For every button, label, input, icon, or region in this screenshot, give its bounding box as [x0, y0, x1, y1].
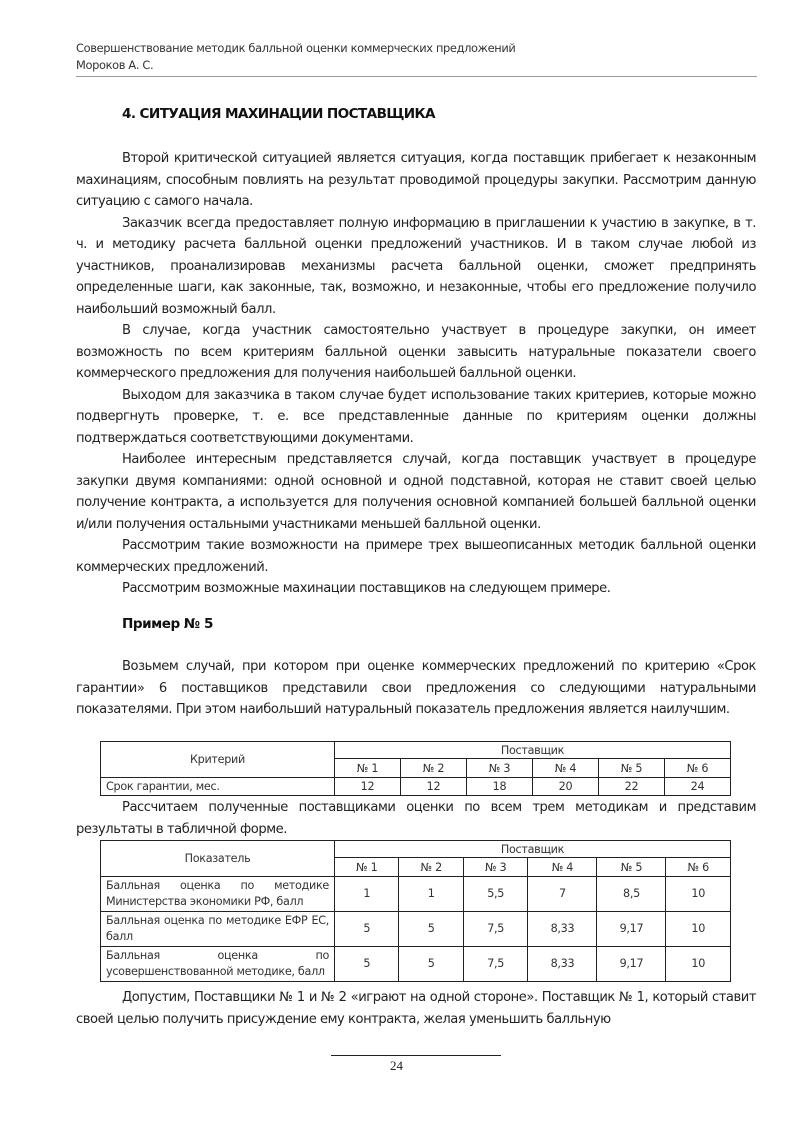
supplier-header: № 6 — [666, 858, 731, 877]
table-row — [101, 912, 731, 947]
supplier-header: № 1 — [335, 858, 399, 877]
cell-value: 8,33 — [528, 912, 597, 947]
supplier-header: № 2 — [399, 858, 463, 877]
cell-value: 9,17 — [597, 947, 666, 982]
supplier-header: № 1 — [335, 759, 401, 778]
paragraph: Второй критической ситуацией является ситуация, когда поставщик прибегает к незаконным махинациям, способным повлиять на результат проводимой процедуры закупки. Рассмотрим данную ситуацию с самого начала. — [76, 151, 756, 209]
cell-value: 7 — [528, 877, 597, 912]
example-title: Пример № 5 — [122, 616, 213, 632]
cell-value: 22 — [599, 778, 665, 796]
supplier-header: № 4 — [533, 759, 599, 778]
cell-value: 10 — [666, 877, 731, 912]
section-title: 4. СИТУАЦИЯ МАХИНАЦИИ ПОСТАВЩИКА — [122, 106, 435, 122]
table-row — [101, 947, 731, 982]
cell-value: 5 — [335, 947, 399, 982]
cell-value: 8,5 — [597, 877, 666, 912]
supplier-header: № 3 — [463, 858, 527, 877]
cell-value: 1 — [335, 877, 399, 912]
cell-value: 9,17 — [597, 912, 666, 947]
running-header — [76, 40, 757, 74]
column-group-header-supplier: Поставщик — [335, 841, 731, 858]
supplier-header: № 4 — [528, 858, 597, 877]
cell-value: 24 — [665, 778, 731, 796]
cell-value: 18 — [467, 778, 533, 796]
paragraph: Рассмотрим такие возможности на примере трех вышеописанных методик балльной оценки коммерческих предложений. — [76, 538, 756, 575]
section-body — [76, 148, 756, 600]
cell-value: 5 — [335, 912, 399, 947]
table-row — [101, 877, 731, 912]
column-header-criterion: Критерий — [101, 742, 335, 778]
page-number: 24 — [390, 1058, 403, 1073]
row-label: Балльная оценка по методике Министерства экономики РФ, балл — [101, 877, 335, 912]
row-label: Балльная оценка по методике ЕФР ЕС, балл — [101, 912, 335, 947]
cell-value: 20 — [533, 778, 599, 796]
footer-divider — [331, 1055, 501, 1056]
cell-value: 10 — [666, 912, 731, 947]
document-author: Мороков А. С. — [76, 58, 154, 72]
paragraph: Рассмотрим возможные махинации поставщиков на следующем примере. — [122, 581, 611, 596]
supplier-header: № 3 — [467, 759, 533, 778]
paragraph: Заказчик всегда предоставляет полную информацию в приглашении к участию в закупке, в т. ч. и методику расчета балльной оценки предложений участников. И в таком случае любой из участников, проанализировав механизмы расчета балльной оценки, сможет предпринять определенные шаги, как законные, так, возможно, и незаконные, чтобы его предложение получило наибольший возможный балл. — [76, 215, 756, 317]
paragraph: Рассчитаем полученные поставщиками оценки по всем трем методикам и представим результаты в табличной форме. — [76, 800, 756, 837]
cell-value: 1 — [399, 877, 463, 912]
cell-value: 12 — [401, 778, 467, 796]
supplier-header: № 6 — [665, 759, 731, 778]
warranty-table — [100, 741, 731, 796]
cell-value: 8,33 — [528, 947, 597, 982]
paragraph: Допустим, Поставщики № 1 и № 2 «играют на одной стороне». Поставщик № 1, который ставит своей целью получить присуждение ему контракта, желая уменьшить балльную — [76, 990, 756, 1027]
cell-value: 10 — [666, 947, 731, 982]
scores-table — [100, 840, 731, 982]
supplier-header: № 5 — [599, 759, 665, 778]
paragraph: Выходом для заказчика в таком случае будет использование таких критериев, которые можно подвергнуть проверке, т. е. все представленные данные по критериям оценки должны подтверждаться соответствующими документами. — [76, 387, 756, 446]
column-group-header-supplier: Поставщик — [335, 742, 731, 759]
paragraph: Возьмем случай, при котором при оценке коммерческих предложений по критерию «Срок гарантии» 6 поставщиков представили свои предложения со следующими натуральными показателями. При этом наибольший натуральный показатель предложения является наилучшим. — [76, 659, 756, 717]
after-tables-text — [76, 987, 756, 1030]
cell-value: 5,5 — [463, 877, 527, 912]
cell-value: 7,5 — [463, 947, 527, 982]
supplier-header: № 5 — [597, 858, 666, 877]
row-label: Срок гарантии, мес. — [101, 778, 335, 796]
header-divider — [76, 76, 757, 77]
cell-value: 7,5 — [463, 912, 527, 947]
paragraph: В случае, когда участник самостоятельно участвует в процедуре закупки, он имеет возможность по всем критериям балльной оценки завысить натуральные показатели своего коммерческого предложения для получения наибольшей балльной оценки. — [76, 323, 756, 381]
between-tables-text — [76, 797, 756, 840]
supplier-header: № 2 — [401, 759, 467, 778]
row-label: Балльная оценка по усовершенствованной методике, балл — [101, 947, 335, 982]
document-title: Совершенствование методик балльной оценки коммерческих предложений — [76, 41, 516, 55]
column-header-indicator: Показатель — [101, 841, 335, 877]
table-row — [101, 778, 731, 796]
paragraph: Наиболее интересным представляется случай, когда поставщик участвует в процедуре закупки двумя компаниями: одной основной и одной подставной, которая не ставит своей целью получение контракта, а используется для получения основной компанией большей балльной оценки и/или получения остальными участниками меньшей балльной оценки. — [76, 452, 756, 532]
cell-value: 5 — [399, 947, 463, 982]
cell-value: 12 — [335, 778, 401, 796]
cell-value: 5 — [399, 912, 463, 947]
example-intro — [76, 656, 756, 721]
